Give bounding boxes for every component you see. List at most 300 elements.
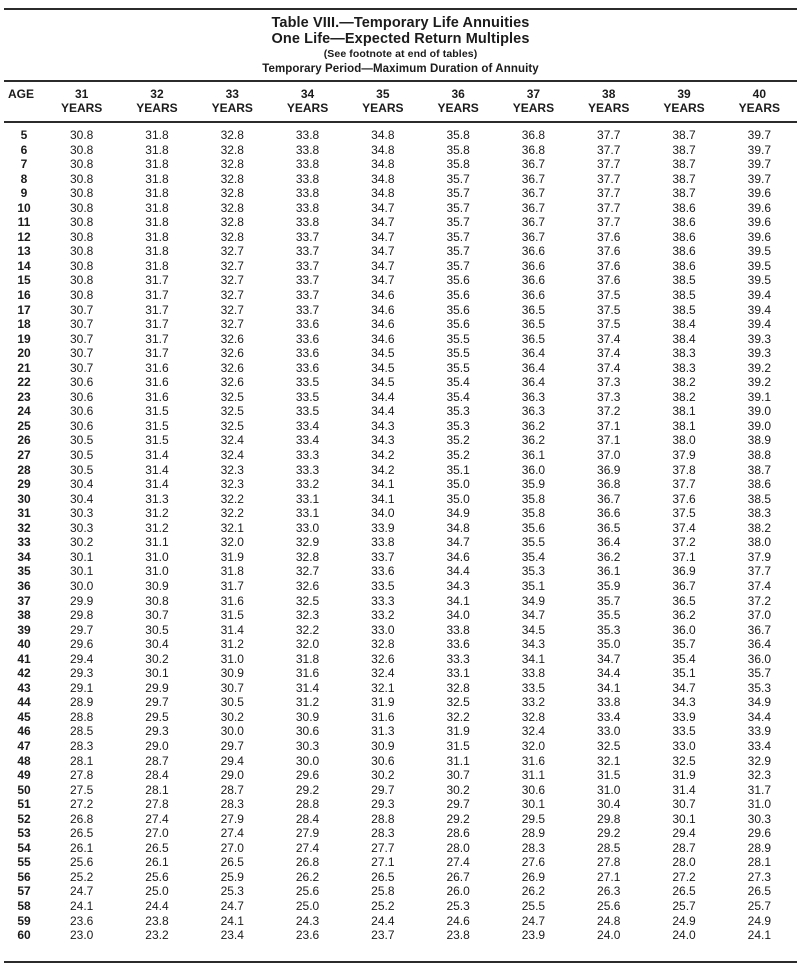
- table-row-age-25: [4, 419, 797, 434]
- multiple-cell: 32.7: [220, 258, 244, 273]
- multiple-cell: 39.0: [747, 404, 772, 419]
- multiple-cell: 30.2: [371, 768, 395, 783]
- multiple-cell: 35.4: [446, 375, 470, 390]
- multiple-cell: 28.1: [69, 753, 94, 768]
- multiple-cell: 26.9: [521, 869, 546, 884]
- multiple-cell: 31.8: [145, 171, 169, 186]
- multiple-cell: 26.8: [295, 855, 320, 870]
- multiple-cell: 24.6: [446, 913, 470, 928]
- multiple-cell: 33.9: [371, 520, 395, 535]
- multiple-cell: 30.1: [69, 549, 94, 564]
- multiple-cell: 34.8: [371, 142, 395, 157]
- multiple-cell: 33.4: [295, 418, 320, 433]
- multiple-cell: 39.0: [747, 418, 772, 433]
- age-cell: 33: [17, 535, 31, 550]
- multiple-cell: 33.5: [672, 724, 696, 739]
- multiple-cell: 28.8: [371, 811, 395, 826]
- multiple-cell: 35.5: [446, 346, 470, 361]
- multiple-cell: 26.5: [371, 869, 395, 884]
- age-cell: 28: [17, 462, 31, 477]
- multiple-cell: 31.8: [145, 244, 169, 259]
- multiple-cell: 34.2: [371, 462, 395, 477]
- multiple-cell: 37.6: [597, 229, 621, 244]
- multiple-cell: 38.2: [672, 389, 696, 404]
- multiple-cell: 34.8: [371, 128, 395, 142]
- multiple-cell: 31.8: [145, 142, 169, 157]
- age-cell: 58: [17, 898, 31, 913]
- multiple-cell: 33.8: [371, 535, 395, 550]
- multiple-cell: 29.9: [145, 680, 169, 695]
- multiple-cell: 37.8: [672, 462, 696, 477]
- multiple-cell: 23.8: [145, 913, 169, 928]
- multiple-cell: 32.8: [220, 200, 244, 215]
- multiple-cell: 30.8: [69, 288, 94, 303]
- multiple-cell: 29.1: [69, 680, 94, 695]
- multiple-cell: 31.2: [295, 695, 320, 710]
- table-row-age-32: [4, 521, 797, 536]
- multiple-cell: 30.1: [672, 811, 696, 826]
- multiple-cell: 33.6: [446, 637, 470, 652]
- multiple-cell: 32.8: [371, 637, 395, 652]
- table-row-age-16: [4, 288, 797, 303]
- multiple-cell: 38.5: [672, 273, 696, 288]
- multiple-cell: 34.0: [446, 608, 470, 623]
- age-cell: 55: [17, 855, 31, 870]
- multiple-cell: 24.4: [145, 898, 169, 913]
- multiple-cell: 25.2: [69, 869, 94, 884]
- multiple-cell: 37.1: [672, 549, 696, 564]
- multiple-cell: 25.7: [672, 898, 696, 913]
- multiple-cell: 39.6: [747, 186, 772, 201]
- table-row-age-27: [4, 448, 797, 463]
- multiple-cell: 25.0: [145, 884, 169, 899]
- multiple-cell: 37.9: [747, 549, 772, 564]
- table-row-age-6: [4, 143, 797, 158]
- multiple-cell: 32.8: [220, 157, 244, 172]
- multiple-cell: 30.7: [446, 768, 470, 783]
- multiple-cell: 25.6: [597, 898, 621, 913]
- multiple-cell: 34.4: [747, 709, 772, 724]
- multiple-cell: 32.7: [220, 244, 244, 259]
- multiple-cell: 34.7: [371, 244, 395, 259]
- multiple-cell: 31.4: [295, 680, 320, 695]
- multiple-cell: 30.8: [69, 128, 94, 142]
- multiple-cell: 39.5: [747, 258, 772, 273]
- multiple-cell: 30.6: [295, 724, 320, 739]
- age-cell: 43: [17, 680, 31, 695]
- multiple-cell: 35.7: [446, 215, 470, 230]
- multiple-cell: 37.4: [672, 520, 696, 535]
- multiple-cell: 33.7: [295, 302, 320, 317]
- multiple-cell: 32.1: [220, 520, 244, 535]
- table-row-age-28: [4, 463, 797, 478]
- multiple-cell: 31.5: [145, 418, 169, 433]
- age-cell: 15: [17, 273, 31, 288]
- multiple-cell: 32.8: [220, 229, 244, 244]
- table-header: [4, 81, 797, 122]
- multiple-cell: 30.4: [69, 477, 94, 492]
- age-cell: 11: [17, 215, 31, 230]
- age-cell: 38: [17, 608, 31, 623]
- multiple-cell: 34.3: [521, 637, 546, 652]
- multiple-cell: 31.8: [145, 128, 169, 142]
- multiple-cell: 32.7: [220, 317, 244, 332]
- multiple-cell: 25.3: [220, 884, 244, 899]
- age-cell: 48: [17, 753, 31, 768]
- multiple-cell: 34.1: [446, 593, 470, 608]
- multiple-cell: 34.9: [446, 506, 470, 521]
- age-cell: 24: [17, 404, 31, 419]
- multiple-cell: 37.4: [747, 578, 772, 593]
- multiple-cell: 33.8: [295, 157, 320, 172]
- multiple-cell: 32.8: [521, 709, 546, 724]
- multiple-cell: 29.6: [295, 768, 320, 783]
- multiple-cell: 36.7: [521, 200, 546, 215]
- multiple-cell: 38.5: [672, 288, 696, 303]
- table-row-age-53: [4, 826, 797, 841]
- multiple-cell: 33.7: [371, 549, 395, 564]
- multiple-cell: 25.6: [295, 884, 320, 899]
- multiple-cell: 27.4: [220, 826, 244, 841]
- multiple-cell: 33.7: [295, 258, 320, 273]
- multiple-cell: 30.2: [446, 782, 470, 797]
- age-cell: 39: [17, 622, 31, 637]
- multiple-cell: 35.6: [446, 288, 470, 303]
- multiple-cell: 26.5: [145, 840, 169, 855]
- multiple-cell: 29.7: [145, 695, 169, 710]
- multiple-cell: 34.8: [371, 186, 395, 201]
- multiple-cell: 28.9: [69, 695, 94, 710]
- multiple-cell: 30.7: [69, 331, 94, 346]
- multiple-cell: 27.9: [295, 826, 320, 841]
- multiple-cell: 38.4: [672, 331, 696, 346]
- multiple-cell: 33.8: [446, 622, 470, 637]
- multiple-cell: 38.7: [672, 128, 696, 142]
- multiple-cell: 39.5: [747, 273, 772, 288]
- multiple-cell: 27.9: [220, 811, 244, 826]
- multiple-cell: 37.2: [747, 593, 772, 608]
- multiple-cell: 33.8: [295, 142, 320, 157]
- multiple-cell: 27.8: [69, 768, 94, 783]
- multiple-cell: 39.7: [747, 142, 772, 157]
- table-row-age-29: [4, 477, 797, 492]
- multiple-cell: 36.3: [521, 389, 546, 404]
- age-cell: 46: [17, 724, 31, 739]
- multiple-cell: 24.7: [220, 898, 244, 913]
- multiple-cell: 32.1: [371, 680, 395, 695]
- multiple-cell: 36.7: [747, 622, 772, 637]
- multiple-cell: 31.8: [145, 157, 169, 172]
- column-header-37-years: 37 YEARS: [512, 87, 555, 115]
- multiple-cell: 31.6: [220, 593, 244, 608]
- multiple-cell: 32.3: [220, 477, 244, 492]
- multiple-cell: 32.3: [295, 608, 320, 623]
- multiple-cell: 28.5: [597, 840, 621, 855]
- table-row-age-18: [4, 317, 797, 332]
- table-row-age-55: [4, 855, 797, 870]
- multiple-cell: 31.8: [145, 186, 169, 201]
- multiple-cell: 24.9: [672, 913, 696, 928]
- multiple-cell: 31.0: [220, 651, 244, 666]
- multiple-cell: 32.8: [446, 680, 470, 695]
- multiple-cell: 39.4: [747, 317, 772, 332]
- multiple-cell: 34.6: [371, 288, 395, 303]
- multiple-cell: 35.6: [446, 302, 470, 317]
- multiple-cell: 32.5: [446, 695, 470, 710]
- multiple-cell: 26.5: [672, 884, 696, 899]
- multiple-cell: 31.8: [220, 564, 244, 579]
- column-header-34-years: 34 YEARS: [286, 87, 329, 115]
- multiple-cell: 32.8: [220, 142, 244, 157]
- multiple-cell: 34.1: [597, 680, 621, 695]
- multiple-cell: 36.4: [747, 637, 772, 652]
- multiple-cell: 30.3: [747, 811, 772, 826]
- age-cell: 8: [20, 171, 28, 186]
- multiple-cell: 37.5: [597, 302, 621, 317]
- multiple-cell: 34.3: [446, 578, 470, 593]
- multiple-cell: 30.0: [295, 753, 320, 768]
- multiple-cell: 33.8: [295, 128, 320, 142]
- multiple-cell: 28.0: [672, 855, 696, 870]
- table-row-age-34: [4, 550, 797, 565]
- multiple-cell: 37.7: [597, 186, 621, 201]
- multiple-cell: 34.7: [446, 535, 470, 550]
- multiple-cell: 30.6: [69, 389, 94, 404]
- multiple-cell: 31.0: [597, 782, 621, 797]
- multiple-cell: 30.0: [69, 578, 94, 593]
- multiple-cell: 30.8: [69, 258, 94, 273]
- multiple-cell: 33.2: [521, 695, 546, 710]
- multiple-cell: 36.6: [521, 273, 546, 288]
- multiple-cell: 38.6: [672, 200, 696, 215]
- multiple-cell: 24.8: [597, 913, 621, 928]
- multiple-cell: 29.3: [145, 724, 169, 739]
- multiple-cell: 27.1: [371, 855, 395, 870]
- multiple-cell: 39.1: [747, 389, 772, 404]
- multiple-cell: 36.5: [521, 302, 546, 317]
- table-row-age-59: [4, 914, 797, 929]
- multiple-cell: 35.3: [446, 418, 470, 433]
- multiple-cell: 33.0: [597, 724, 621, 739]
- multiple-cell: 33.8: [295, 171, 320, 186]
- multiple-cell: 35.8: [446, 128, 470, 142]
- multiple-cell: 34.8: [371, 171, 395, 186]
- multiple-cell: 35.0: [597, 637, 621, 652]
- multiple-cell: 30.3: [295, 738, 320, 753]
- multiple-cell: 37.0: [747, 608, 772, 623]
- multiple-cell: 37.5: [597, 288, 621, 303]
- multiple-cell: 30.7: [69, 346, 94, 361]
- age-cell: 54: [17, 840, 31, 855]
- multiple-cell: 28.3: [69, 738, 94, 753]
- multiple-cell: 32.4: [220, 433, 244, 448]
- multiple-cell: 28.3: [371, 826, 395, 841]
- multiple-cell: 32.5: [220, 404, 244, 419]
- multiple-cell: 35.2: [446, 433, 470, 448]
- multiple-cell: 34.6: [371, 302, 395, 317]
- multiple-cell: 28.0: [446, 840, 470, 855]
- multiple-cell: 29.2: [295, 782, 320, 797]
- multiple-cell: 32.6: [220, 331, 244, 346]
- age-cell: 49: [17, 768, 31, 783]
- multiple-cell: 25.8: [371, 884, 395, 899]
- multiple-cell: 31.3: [371, 724, 395, 739]
- multiple-cell: 37.7: [747, 564, 772, 579]
- multiple-cell: 35.7: [446, 186, 470, 201]
- multiple-cell: 31.2: [220, 637, 244, 652]
- age-cell: 22: [17, 375, 31, 390]
- multiple-cell: 29.7: [371, 782, 395, 797]
- multiple-cell: 31.4: [145, 448, 169, 463]
- table-row-age-48: [4, 754, 797, 769]
- multiple-cell: 29.5: [521, 811, 546, 826]
- multiple-cell: 32.6: [295, 578, 320, 593]
- table-body: [4, 122, 797, 943]
- multiple-cell: 27.2: [672, 869, 696, 884]
- multiple-cell: 32.2: [446, 709, 470, 724]
- table-row-age-36: [4, 579, 797, 594]
- multiple-cell: 34.4: [446, 564, 470, 579]
- age-cell: 13: [17, 244, 31, 259]
- multiple-cell: 31.4: [220, 622, 244, 637]
- multiple-cell: 23.7: [371, 928, 395, 943]
- multiple-cell: 31.7: [747, 782, 772, 797]
- table-row-age-7: [4, 157, 797, 172]
- multiple-cell: 31.7: [220, 578, 244, 593]
- multiple-cell: 31.4: [672, 782, 696, 797]
- multiple-cell: 35.4: [521, 549, 546, 564]
- multiple-cell: 30.3: [69, 520, 94, 535]
- multiple-cell: 36.7: [521, 171, 546, 186]
- age-cell: 50: [17, 782, 31, 797]
- multiple-cell: 28.7: [220, 782, 244, 797]
- table-row-age-44: [4, 695, 797, 710]
- multiple-cell: 31.2: [145, 506, 169, 521]
- multiple-cell: 27.5: [69, 782, 94, 797]
- multiple-cell: 30.9: [220, 666, 244, 681]
- multiple-cell: 26.2: [295, 869, 320, 884]
- multiple-cell: 31.5: [597, 768, 621, 783]
- multiple-cell: 30.8: [69, 186, 94, 201]
- multiple-cell: 28.9: [521, 826, 546, 841]
- multiple-cell: 28.8: [69, 709, 94, 724]
- multiple-cell: 27.2: [69, 797, 94, 812]
- multiple-cell: 34.3: [371, 418, 395, 433]
- multiple-cell: 31.7: [145, 346, 169, 361]
- multiple-cell: 35.1: [521, 578, 546, 593]
- multiple-cell: 30.8: [69, 215, 94, 230]
- table-row-age-49: [4, 768, 797, 783]
- multiple-cell: 38.3: [672, 360, 696, 375]
- multiple-cell: 39.6: [747, 229, 772, 244]
- multiple-cell: 24.1: [747, 928, 772, 943]
- age-cell: 57: [17, 884, 31, 899]
- multiple-cell: 31.5: [446, 738, 470, 753]
- multiple-cell: 32.0: [220, 535, 244, 550]
- multiple-cell: 39.3: [747, 346, 772, 361]
- multiple-cell: 31.3: [145, 491, 169, 506]
- table-row-age-33: [4, 535, 797, 550]
- annuity-table: [4, 80, 797, 943]
- multiple-cell: 34.7: [597, 651, 621, 666]
- multiple-cell: 39.7: [747, 157, 772, 172]
- multiple-cell: 25.9: [220, 869, 244, 884]
- multiple-cell: 34.1: [521, 651, 546, 666]
- table-row-age-20: [4, 346, 797, 361]
- multiple-cell: 35.5: [597, 608, 621, 623]
- multiple-cell: 24.0: [597, 928, 621, 943]
- multiple-cell: 31.6: [295, 666, 320, 681]
- multiple-cell: 37.7: [597, 200, 621, 215]
- multiple-cell: 30.9: [371, 738, 395, 753]
- multiple-cell: 30.0: [220, 724, 244, 739]
- multiple-cell: 37.6: [597, 244, 621, 259]
- multiple-cell: 33.6: [295, 331, 320, 346]
- multiple-cell: 33.1: [295, 491, 320, 506]
- multiple-cell: 35.2: [446, 448, 470, 463]
- multiple-cell: 32.8: [220, 215, 244, 230]
- multiple-cell: 33.2: [371, 608, 395, 623]
- age-cell: 29: [17, 477, 31, 492]
- multiple-cell: 34.7: [672, 680, 696, 695]
- multiple-cell: 35.8: [446, 142, 470, 157]
- table-row-age-8: [4, 172, 797, 187]
- multiple-cell: 31.0: [145, 564, 169, 579]
- multiple-cell: 31.7: [145, 273, 169, 288]
- multiple-cell: 33.3: [295, 462, 320, 477]
- multiple-cell: 30.7: [220, 680, 244, 695]
- multiple-cell: 36.8: [521, 142, 546, 157]
- multiple-cell: 36.0: [672, 622, 696, 637]
- age-cell: 18: [17, 317, 31, 332]
- multiple-cell: 25.0: [295, 898, 320, 913]
- multiple-cell: 37.4: [597, 331, 621, 346]
- multiple-cell: 27.4: [145, 811, 169, 826]
- multiple-cell: 34.8: [446, 520, 470, 535]
- age-cell: 12: [17, 229, 31, 244]
- multiple-cell: 37.1: [597, 418, 621, 433]
- table-row-age-45: [4, 710, 797, 725]
- age-cell: 23: [17, 389, 31, 404]
- age-cell: 47: [17, 738, 31, 753]
- title-block: [0, 15, 801, 76]
- age-cell: 26: [17, 433, 31, 448]
- table-row-age-15: [4, 273, 797, 288]
- multiple-cell: 27.7: [371, 840, 395, 855]
- age-cell: 16: [17, 288, 31, 303]
- multiple-cell: 34.5: [371, 375, 395, 390]
- age-cell: 53: [17, 826, 31, 841]
- multiple-cell: 30.7: [69, 317, 94, 332]
- multiple-cell: 38.6: [747, 477, 772, 492]
- multiple-cell: 37.6: [672, 491, 696, 506]
- document-page: [0, 8, 801, 972]
- multiple-cell: 34.1: [371, 477, 395, 492]
- multiple-cell: 25.6: [69, 855, 94, 870]
- multiple-cell: 36.6: [597, 506, 621, 521]
- multiple-cell: 35.8: [446, 157, 470, 172]
- multiple-cell: 38.9: [747, 433, 772, 448]
- multiple-cell: 37.6: [597, 258, 621, 273]
- multiple-cell: 30.3: [69, 506, 94, 521]
- multiple-cell: 30.9: [295, 709, 320, 724]
- multiple-cell: 31.9: [446, 724, 470, 739]
- multiple-cell: 35.5: [521, 535, 546, 550]
- multiple-cell: 32.2: [295, 622, 320, 637]
- age-cell: 32: [17, 520, 31, 535]
- multiple-cell: 25.3: [446, 898, 470, 913]
- multiple-cell: 39.7: [747, 128, 772, 142]
